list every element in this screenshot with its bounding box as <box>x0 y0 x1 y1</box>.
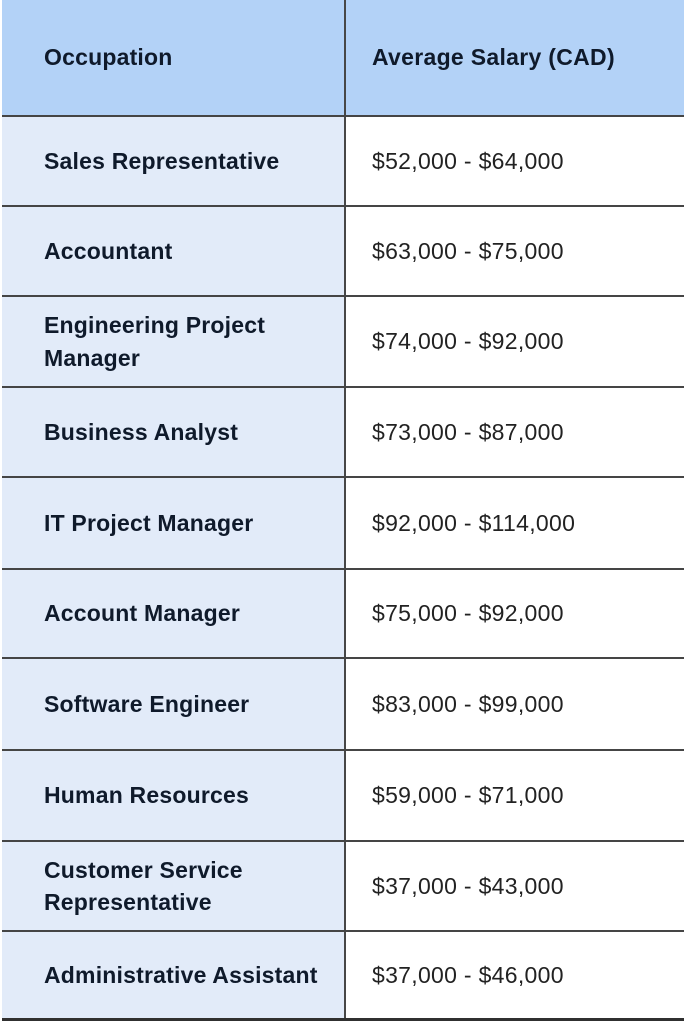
occupation-column-header: Occupation <box>2 0 346 115</box>
table-row <box>2 207 684 297</box>
occupation-cell: Customer Service Representative <box>2 842 346 930</box>
salary-cell: $74,000 - $92,000 <box>346 297 684 386</box>
occupation-cell: Sales Representative <box>2 117 346 205</box>
occupation-cell: Human Resources <box>2 751 346 840</box>
occupation-cell: Accountant <box>2 207 346 295</box>
salary-cell: $37,000 - $43,000 <box>346 842 684 930</box>
salary-cell: $92,000 - $114,000 <box>346 478 684 568</box>
salary-cell: $73,000 - $87,000 <box>346 388 684 476</box>
table-row <box>2 659 684 751</box>
occupation-cell: Software Engineer <box>2 659 346 749</box>
salary-cell: $63,000 - $75,000 <box>346 207 684 295</box>
salary-cell: $59,000 - $71,000 <box>346 751 684 840</box>
salary-cell: $75,000 - $92,000 <box>346 570 684 657</box>
occupation-cell: Account Manager <box>2 570 346 657</box>
salary-cell: $83,000 - $99,000 <box>346 659 684 749</box>
table-row <box>2 842 684 932</box>
table-row <box>2 297 684 388</box>
table-row <box>2 570 684 659</box>
salary-table <box>2 0 684 1024</box>
salary-cell: $37,000 - $46,000 <box>346 932 684 1018</box>
salary-cell: $52,000 - $64,000 <box>346 117 684 205</box>
table-row <box>2 388 684 478</box>
table-row <box>2 751 684 842</box>
table-row <box>2 478 684 570</box>
table-row <box>2 117 684 207</box>
occupation-cell: Administrative Assistant <box>2 932 346 1018</box>
occupation-cell: Engineering Project Manager <box>2 297 346 386</box>
table-row <box>2 932 684 1021</box>
occupation-cell: Business Analyst <box>2 388 346 476</box>
salary-column-header: Average Salary (CAD) <box>372 44 615 71</box>
table-header-row <box>2 0 684 117</box>
occupation-cell: IT Project Manager <box>2 478 346 568</box>
